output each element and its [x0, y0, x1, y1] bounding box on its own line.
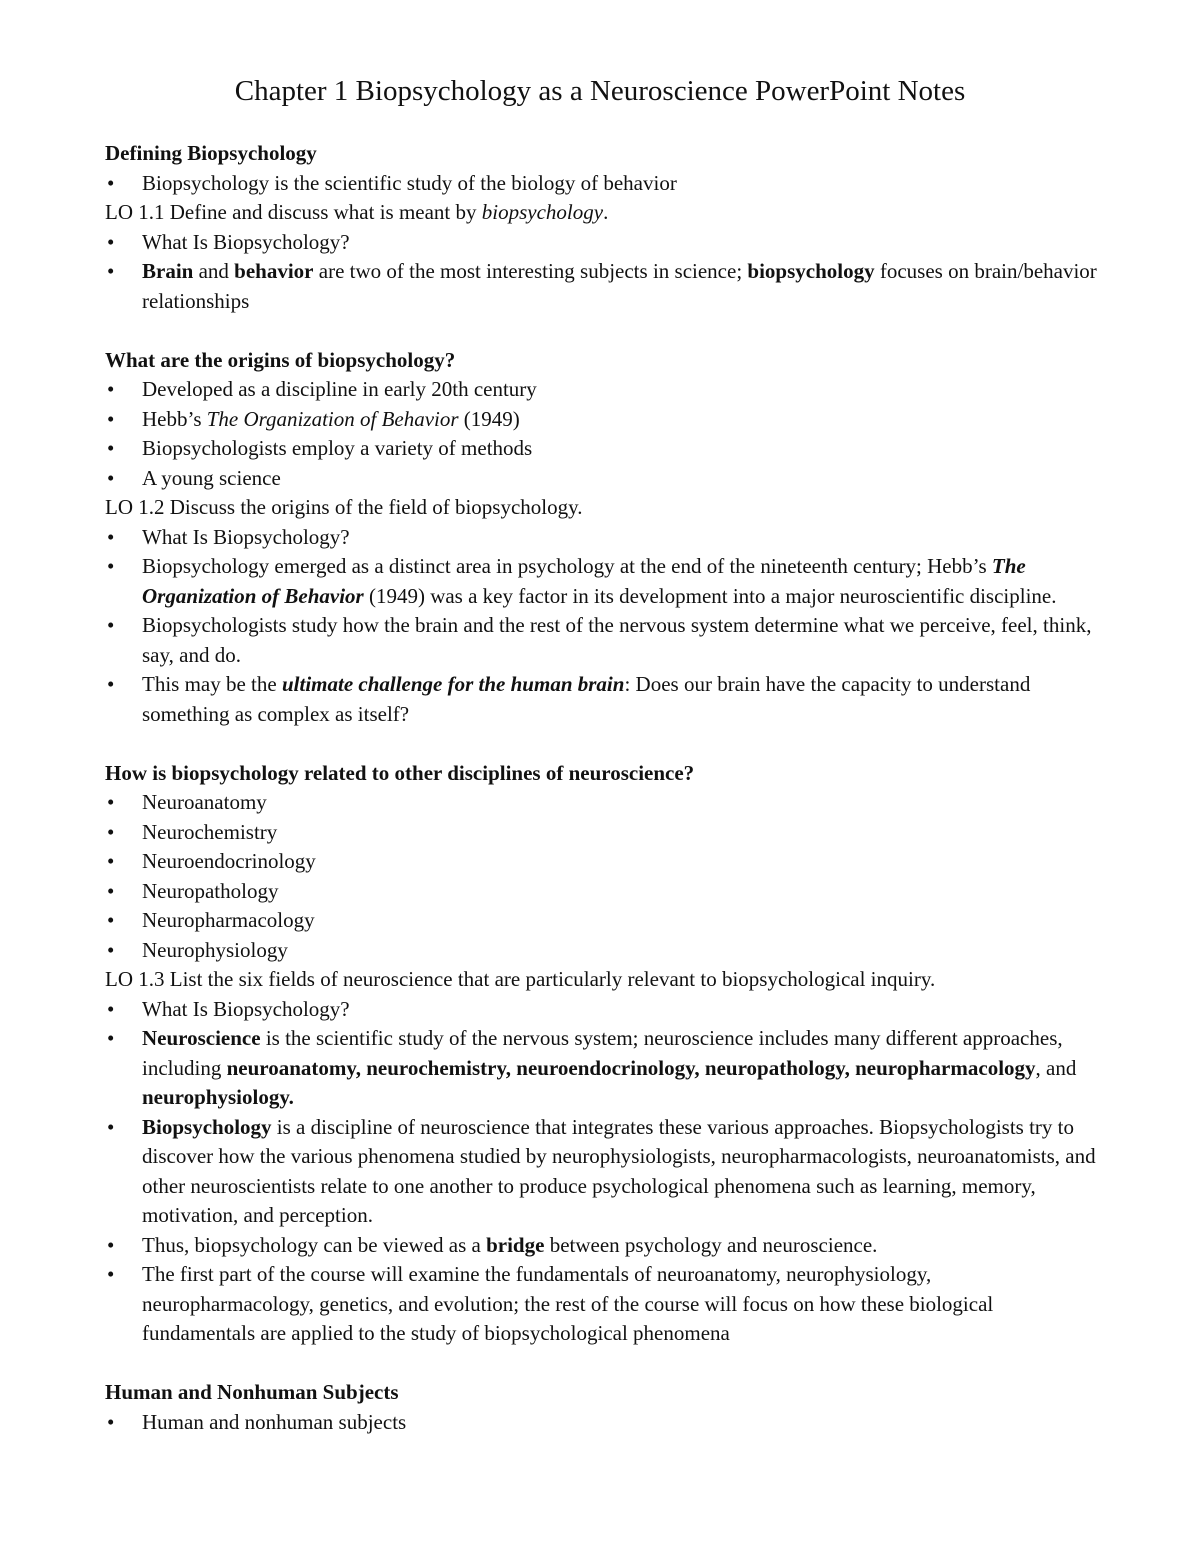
list-item: • Neurochemistry [105, 818, 1105, 848]
bullet-symbol: • [107, 908, 115, 932]
section-gap [105, 316, 1105, 346]
list-item: • What Is Biopsychology? [105, 523, 1105, 553]
list-item: • Hebb’s The Organization of Behavior (1949) [105, 405, 1105, 435]
list-item: • Biopsychology emerged as a distinct area in psychology at the end of the nineteenth century; Hebb’s The Organization of Behavior (1949) was a key factor in its development into a major neuroscientific discipline. [107, 554, 1057, 608]
bullet-symbol: • [107, 937, 115, 962]
bullet-symbol: • [107, 1409, 115, 1434]
learning-objective: LO 1.3 List the six fields of neuroscience that are particularly relevant to biopsychological inquiry. [105, 967, 936, 991]
bullet-symbol: • [107, 554, 115, 578]
learning-objective: LO 1.2 Discuss the origins of the field of biopsychology. [105, 495, 583, 519]
bullet-symbol: • [107, 524, 115, 549]
list-item: • Thus, biopsychology can be viewed as a bridge between psychology and neuroscience. [105, 1231, 1105, 1261]
list-item: • Human and nonhuman subjects [105, 1408, 1105, 1438]
list-item: • Neuroendocrinology [105, 847, 1105, 877]
list-item: • Neuroscience is the scientific study of the nervous system; neuroscience includes many different approaches, including neuroanatomy, neurochemistry, neuroendocrinology, neuropathology, neuropharmacology, and neurophysiology. [107, 1026, 1077, 1109]
list-item: • What Is Biopsychology? [105, 995, 1105, 1025]
bullet-symbol: • [107, 229, 115, 254]
learning-objective: LO 1.1 Define and discuss what is meant by biopsychology. [105, 200, 609, 224]
section-gap [105, 729, 1105, 759]
list-item: • Biopsychologists study how the brain and the rest of the nervous system determine what we perceive, feel, think, say, and do. [107, 613, 1092, 667]
list-item: • Biopsychologists employ a variety of methods [105, 434, 1105, 464]
bullet-symbol: • [107, 878, 115, 903]
section-heading-subjects: Human and Nonhuman Subjects [105, 1380, 399, 1404]
bullet-symbol: • [107, 819, 115, 844]
bullet-symbol: • [107, 1114, 115, 1139]
list-item: • Biopsychology is a discipline of neuroscience that integrates these various approaches. Biopsychologists try to discover how the various phenomena studied by neurophysiologists, neuropharmacologists, neuroanatomists, and other neuroscientists relate to one another to produce psychological phenomena such as learning, memory, motivation, and perception. [107, 1114, 1096, 1227]
bullet-symbol: • [107, 790, 115, 814]
list-item: • Neuropharmacology [105, 906, 1105, 936]
page-title: Chapter 1 Biopsychology as a Neuroscience PowerPoint Notes [234, 75, 966, 107]
list-item: • What Is Biopsychology? [105, 228, 1105, 258]
bullet-symbol: • [107, 465, 115, 490]
bullet-symbol: • [107, 1026, 115, 1050]
bullet-symbol: • [107, 672, 115, 696]
list-item: • Neuroanatomy [105, 788, 1105, 818]
bullet-symbol: • [107, 1262, 115, 1286]
section-gap [105, 1349, 1105, 1379]
list-item: • A young science [105, 464, 1105, 494]
list-item: • Biopsychology is the scientific study of the biology of behavior [105, 169, 1105, 199]
section-heading-defining: Defining Biopsychology [105, 141, 317, 165]
list-item: • The first part of the course will examine the fundamentals of neuroanatomy, neurophysiology, neuropharmacology, genetics, and evolution; the rest of the course will focus on how these biological fundamentals are applied to the study of biopsychological phenomena [107, 1262, 994, 1345]
bullet-symbol: • [107, 849, 115, 873]
section-heading-disciplines: How is biopsychology related to other disciplines of neuroscience? [105, 760, 695, 785]
bullet-symbol: • [107, 613, 115, 637]
list-item: • This may be the ultimate challenge for the human brain: Does our brain have the capacity to understand something as complex as itself? [107, 672, 1031, 726]
list-item: • Brain and behavior are two of the most interesting subjects in science; biopsychology focuses on brain/behavior relationships [107, 259, 1097, 313]
bullet-symbol: • [107, 406, 115, 431]
list-item: • Neuropathology [105, 877, 1105, 907]
list-item: • Developed as a discipline in early 20th century [105, 375, 1105, 405]
bullet-symbol: • [107, 436, 115, 460]
notes-content [105, 139, 1105, 1437]
list-item: • Neurophysiology [105, 936, 1105, 966]
bullet-symbol: • [107, 1232, 115, 1257]
bullet-symbol: • [107, 377, 115, 401]
bullet-symbol: • [107, 170, 115, 195]
section-heading-origins: What are the origins of biopsychology? [105, 347, 456, 372]
bullet-symbol: • [107, 259, 115, 283]
bullet-symbol: • [107, 996, 115, 1021]
